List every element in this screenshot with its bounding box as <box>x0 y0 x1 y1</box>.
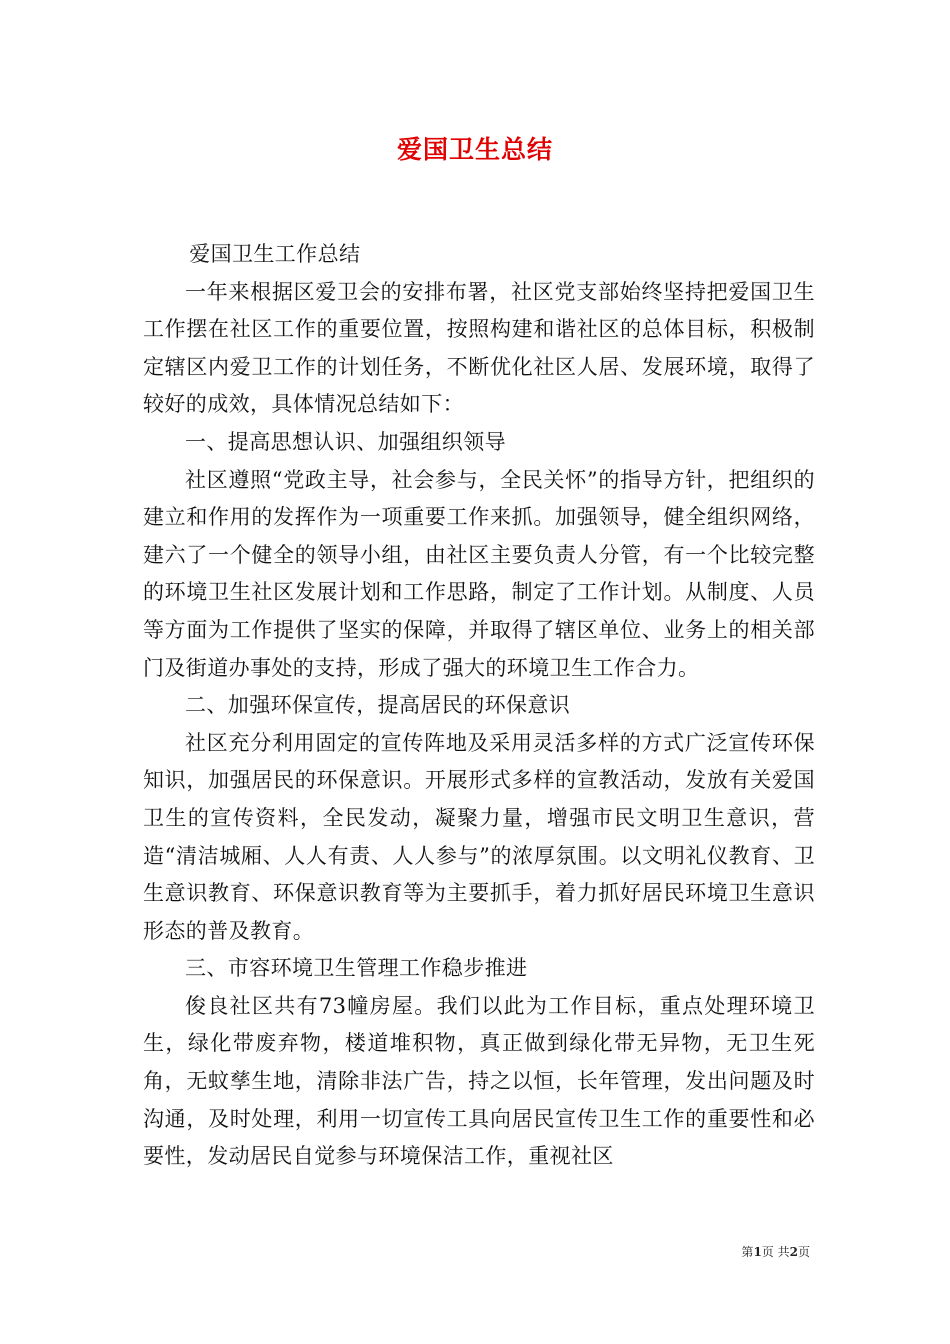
footer-prefix: 第 <box>741 1245 754 1259</box>
document-body <box>143 236 815 1176</box>
document-title: 爱国卫生总结 <box>396 135 553 164</box>
section-paragraph-1: 社区遵照“党政主导，社会参与，全民关怀”的指导方针，把组织的建立和作用的发挥作为一项重要工作来抓。加强领导，健全组织网络，建六了一个健全的领导小组，由社区主要负责人分管，有一个比较完整的环境卫生社区发展计划和工作思路，制定了工作计划。从制度、人员等方面为工作提供了坚实的保障，并取得了辖区单位、业务上的相关部门及街道办事处的支持，形成了强大的环境卫生工作合力。 <box>143 467 815 680</box>
footer-middle: 页 共 <box>761 1245 790 1259</box>
section-heading-3: 三、市容环境卫生管理工作稳步推进 <box>185 956 528 981</box>
page-footer <box>741 1244 810 1260</box>
footer-suffix: 页 <box>797 1245 810 1259</box>
section-paragraph-2: 社区充分利用固定的宣传阵地及采用灵活多样的方式广泛宣传环保知识，加强居民的环保意识。开展形式多样的宣教活动，发放有关爱国卫生的宣传资料，全民发动，凝聚力量，增强市民文明卫生意识，营造“清洁城厢、人人有责、人人参与”的浓厚氛围。以文明礼仪教育、卫生意识教育、环保意识教育等为主要抓手，着力抓好居民环境卫生意识形态的普及教育。 <box>143 730 815 943</box>
footer-current-page: 1 <box>753 1245 762 1259</box>
footer-total-pages: 2 <box>789 1245 798 1259</box>
section-paragraph-3: 俊良社区共有73幢房屋。我们以此为工作目标，重点处理环境卫生，绿化带废弃物，楼道堆积物，真正做到绿化带无异物，无卫生死角，无蚊孳生地，清除非法广告，持之以恒，长年管理，发出问题及时沟通，及时处理，利用一切宣传工具向居民宣传卫生工作的重要性和必要性，发动居民自觉参与环境保洁工作，重视社区 <box>143 993 815 1169</box>
intro-paragraph: 一年来根据区爱卫会的安排布署，社区党支部始终坚持把爱国卫生工作摆在社区工作的重要位置，按照构建和谐社区的总体目标，积极制定辖区内爱卫工作的计划任务，不断优化社区人居、发展环境，取得了较好的成效，具体情况总结如下： <box>143 279 815 417</box>
section-heading-2: 二、加强环保宣传，提高居民的环保意识 <box>185 693 571 718</box>
section-heading-1: 一、提高思想认识、加强组织领导 <box>185 429 506 454</box>
section-subtitle: 爱国卫生工作总结 <box>189 242 361 266</box>
